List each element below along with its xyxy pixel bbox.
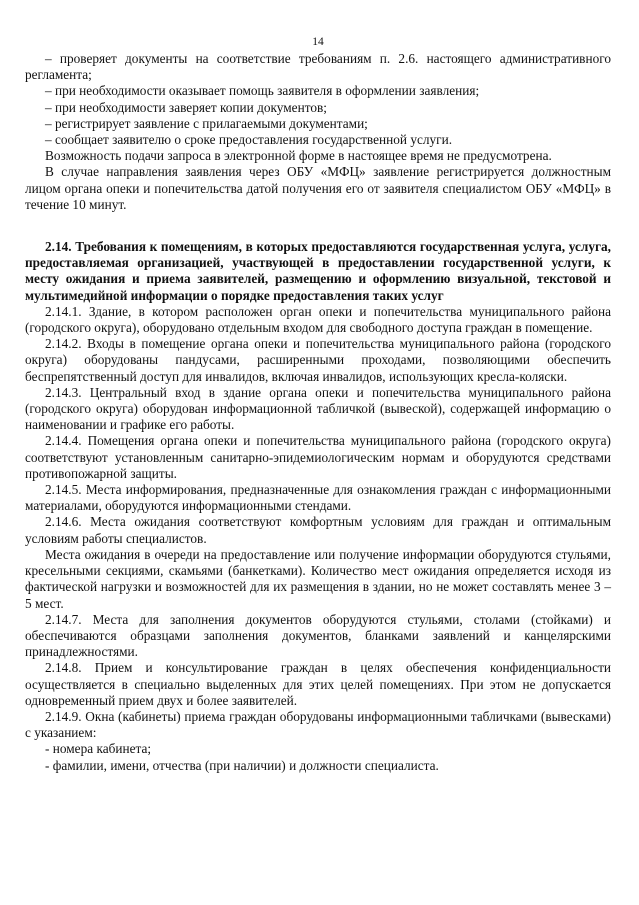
paragraph-2-14-3: 2.14.3. Центральный вход в здание органа опеки и попечительства муниципального района (городского округа) оборудован информационной табличкой (вывеской), содержащей информацию о наименовании и графике его работы. xyxy=(25,384,611,433)
paragraph-check-documents: – проверяет документы на соответствие требованиям п. 2.6. настоящего административного регламента; xyxy=(25,51,611,83)
section-heading: 2.14. Требования к помещениям, в которых предоставляются государственная услуга, услуга, предоставляемая организацией, участвующей в предоставлении государственной услуги, к месту ожидания и приема заявителей, размещению и оформлению визуальной, текстовой и мультимедийной информации о порядке предоставления таких услуг xyxy=(25,239,611,303)
paragraph-certify-copies: – при необходимости заверяет копии документов; xyxy=(45,99,327,115)
paragraph-inform-deadline: – сообщает заявителю о сроке предоставления государственной услуги. xyxy=(45,132,453,148)
list-item-specialist-name: - фамилии, имени, отчества (при наличии) и должности специалиста. xyxy=(45,757,439,773)
paragraph-assist-application: – при необходимости оказывает помощь заявителя в оформлении заявления; xyxy=(45,83,480,99)
paragraph-2-14-2: 2.14.2. Входы в помещение органа опеки и попечительства муниципального района (городского округа) оборудованы пандусами, расширенными проходами, позволяющими обеспечить беспрепятственный доступ для инвалидов, включая инвалидов, использующих кресла-коляски. xyxy=(25,336,611,384)
paragraph-electronic-request: Возможность подачи запроса в электронной форме в настоящее время не предусмотрена. xyxy=(45,148,552,164)
paragraph-mfc-registration: В случае направления заявления через ОБУ «МФЦ» заявление регистрируется должностным лицом органа опеки и попечительства датой получения его от заявителя специалистом ОБУ «МФЦ» в течение 10 минут. xyxy=(25,164,611,212)
paragraph-2-14-6: 2.14.6. Места ожидания соответствуют комфортным условиям для граждан и оптимальным условиям работы специалистов. xyxy=(25,514,611,546)
paragraph-2-14-7: 2.14.7. Места для заполнения документов оборудуются стульями, столами (стойками) и обеспечиваются образцами заполнения документов, бланками заявлений и канцелярскими принадлежностями. xyxy=(25,611,611,660)
page-number: 14 xyxy=(312,36,324,48)
section-spacer xyxy=(25,213,611,239)
list-item-room-number: - номера кабинета; xyxy=(45,741,152,757)
paragraph-2-14-1: 2.14.1. Здание, в котором расположен орган опеки и попечительства муниципального района (городского округа), оборудовано отдельным входом для свободного доступа граждан в помещение. xyxy=(25,303,611,336)
paragraph-waiting-places: Места ожидания в очереди на предоставление или получение информации оборудуются стульями, кресельными секциями, скамьями (банкетками). Количество мест ожидания определяется исходя из фактической нагрузки и возможностей для их размещения в здании, но не может составлять менее 3 – 5 мест. xyxy=(25,546,611,611)
paragraph-register-application: – регистрирует заявление с прилагаемыми документами; xyxy=(45,115,368,131)
paragraph-2-14-5: 2.14.5. Места информирования, предназначенные для ознакомления граждан с информационными материалами, оборудуются информационными стендами. xyxy=(25,482,611,514)
paragraph-2-14-9: 2.14.9. Окна (кабинеты) приема граждан оборудованы информационными табличками (вывесками) с указанием: xyxy=(25,708,611,741)
paragraph-2-14-8: 2.14.8. Прием и консультирование граждан в целях обеспечения конфиденциальности осуществляется в специально выделенных для этих целей помещениях. При этом не допускается одновременный прием двух и более заявителей. xyxy=(25,660,611,708)
paragraph-2-14-4: 2.14.4. Помещения органа опеки и попечительства муниципального района (городского округа) соответствуют установленным санитарно-эпидемиологическим нормам и оборудуются средствами противопожарной защиты. xyxy=(25,433,611,481)
